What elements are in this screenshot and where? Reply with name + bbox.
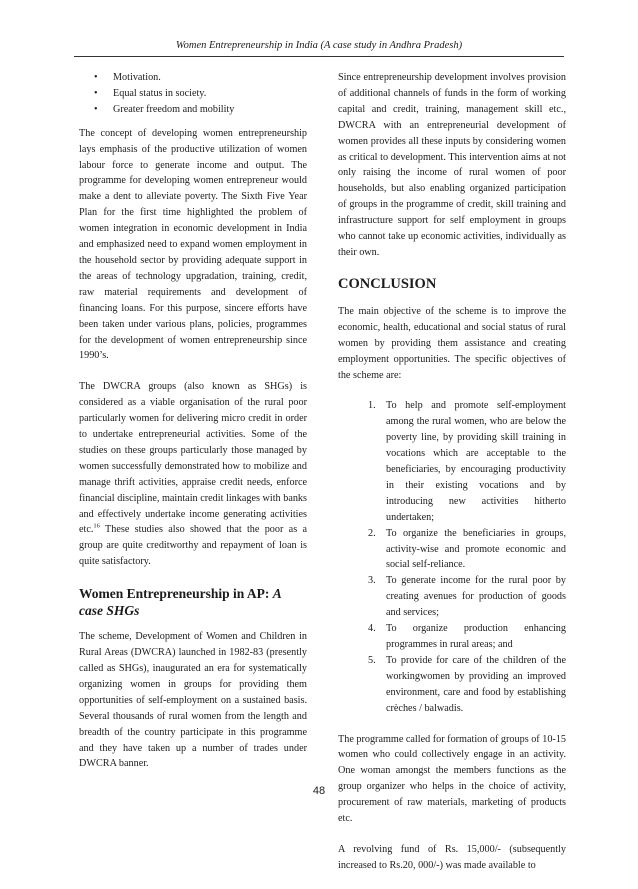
left-column bbox=[79, 70, 307, 787]
paragraph: The main objective of the scheme is to improve the economic, health, educational and social status of rural women by providing them assistance and creating employment opportunities. The specific objectives of the scheme are: bbox=[338, 305, 566, 381]
header-rule bbox=[74, 56, 564, 57]
list-item: 5. To provide for care of the children of the workingwomen by providing an improved environment, care and food by establishing crèches / balwadis. bbox=[368, 654, 566, 714]
paragraph: Since entrepreneurship development involves provision of additional channels of funds in the form of working capital and credit, training, management skill etc., DWCRA with an entrepreneurial development of women provides all these inputs by considering women as critical to development. This intervention aims at not only raising the income of rural women of poor households, but also enabling organized participation of groups in the programme of credit, skill training and infrastructure support for self employment in groups who cannot take up economic activities, individually as their own. bbox=[338, 72, 566, 258]
bullet-icon: • bbox=[94, 87, 98, 99]
list-item: 1. To help and promote self-employment among the rural women, who are below the poverty line, by providing skill training in vocations which are acceptable to the beneficiaries, by encouraging productivity in their existing vocations and by introducing new activities hitherto undertaken; bbox=[368, 400, 566, 523]
right-column bbox=[338, 70, 566, 889]
footnote-ref[interactable]: 16 bbox=[93, 523, 100, 531]
bullet-icon: • bbox=[94, 72, 98, 83]
paragraph: The programme called for formation of groups of 10-15 women who could collectively engage in an activity. One woman amongst the members functions as the group organizer who helps in the choice of activity, procurement of raw materials, marketing of products etc. bbox=[338, 733, 567, 825]
conclusion-heading: CONCLUSION bbox=[338, 275, 437, 292]
paragraph: The DWCRA groups (also known as SHGs) is considered as a viable organisation of the rural poor particularly women for delivering micro credit in order to undertake entrepreneurial activities. Some of the studies on these groups particularly those managed by women successfully demonstrated how to mobilize and manage thrift activities, appraise credit needs, enforce financial discipline, maintain credit linkages with banks and effectively undertake income generating activities etc.$^{16}$ These studies also showed that the poor as a group are quite creditworthy and repayment of loan is quite satisfactory. bbox=[79, 381, 307, 568]
bullet-icon: • bbox=[94, 103, 98, 115]
list-item: • Greater freedom and mobility bbox=[94, 102, 307, 118]
page-number: 48 bbox=[312, 785, 326, 797]
objectives-list bbox=[338, 398, 566, 716]
list-item: 3. To generate income for the rural poor by creating avenues for production of goods and services; bbox=[368, 575, 566, 619]
paragraph: The concept of developing women entrepreneurship lays emphasis of the productive utilization of women labour force to generate income and output. The programme for developing women entrepreneur would make a dent to alleviate poverty. The Sixth Five Year Plan for the first time highlighted the problem of women integration in economic development in India and emphasized need to expand women employment in the household sector by providing adequate support in the areas of technology upgradation, training, credit, raw material requirements and development of financing loans. For this purpose, sincere efforts have been taken under various plans, policies, programmes for the development of women entrepreneurship since 1990’s. bbox=[79, 127, 307, 362]
paragraph: The scheme, Development of Women and Children in Rural Areas (DWCRA) launched in 1982-83 (presently called as SHGs), inaugurated an era for systematically organizing women in groups for providing them opportunities of self-employment on a sustained basis. Several thousands of rural women from the length and breadth of the country participate in this programme and they have taken up a number of trades under DWCRA banner. bbox=[79, 631, 307, 770]
section-heading: Women Entrepreneurship in AP: A case SHGs bbox=[79, 586, 282, 619]
running-header: Women Entrepreneurship in India (A case study in Andhra Pradesh) bbox=[175, 40, 463, 51]
list-item: 4. To organize production enhancing programmes in rural areas; and bbox=[368, 623, 566, 650]
paragraph: A revolving fund of Rs. 15,000/- (subsequently increased to Rs.20, 000/-) was made available to bbox=[338, 843, 566, 871]
list-item: • Motivation. bbox=[94, 70, 307, 86]
benefits-list bbox=[79, 70, 307, 118]
list-item: 2. To organize the beneficiaries in groups, activity-wise and promote economic and social self-reliance. bbox=[368, 527, 566, 571]
list-item: • Equal status in society. bbox=[94, 86, 307, 102]
